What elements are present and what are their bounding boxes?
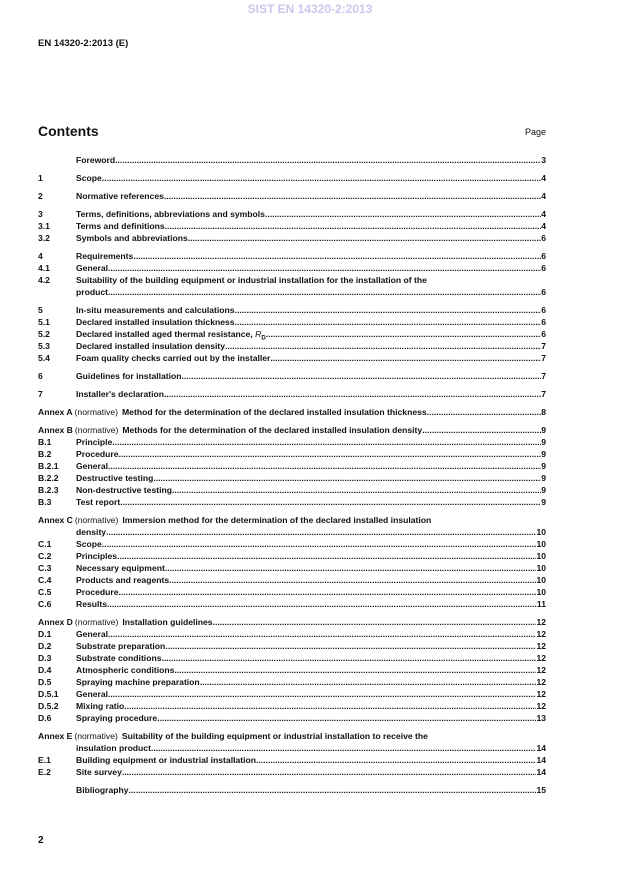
- dot-leader: [161, 652, 536, 664]
- entry-title: General: [76, 263, 109, 273]
- page-ref: 4: [541, 173, 546, 183]
- annex-type: (normative): [74, 425, 119, 435]
- page-ref: 12: [536, 665, 546, 675]
- entry-title: Declared installed insulation thickness: [76, 317, 235, 327]
- page-ref: 3: [541, 155, 546, 165]
- dot-leader: [188, 232, 541, 244]
- toc-entry-continuation[interactable]: [38, 286, 546, 298]
- dot-leader: [270, 352, 541, 364]
- section-number: D.1: [38, 629, 52, 639]
- section-number: 2: [38, 191, 43, 201]
- section-number: 5: [38, 305, 43, 315]
- page-ref: 7: [541, 353, 546, 363]
- annex-type: (normative): [74, 407, 119, 417]
- entry-title: Normative references: [76, 191, 164, 201]
- entry-title: Foreword: [76, 155, 116, 165]
- annex-label: Annex A: [38, 407, 73, 417]
- toc-entry[interactable]: [38, 712, 546, 724]
- section-number: B.2.1: [38, 461, 59, 471]
- toc-entry[interactable]: [38, 406, 546, 418]
- toc-entry-continuation[interactable]: [38, 526, 546, 538]
- section-number: 3.2: [38, 233, 50, 243]
- toc-entry[interactable]: [38, 370, 546, 382]
- entry-title: Test report: [76, 497, 121, 507]
- page-ref: 10: [536, 527, 546, 537]
- watermark: SIST EN 14320-2:2013: [247, 2, 373, 16]
- section-number: [38, 784, 76, 796]
- dot-leader: [120, 496, 541, 508]
- toc-entry[interactable]: [38, 640, 546, 652]
- toc-entry[interactable]: [38, 262, 546, 274]
- entry-title: Spraying procedure: [76, 713, 158, 723]
- section-number: B.2: [38, 449, 52, 459]
- entry-title: Suitability of the building equipment or industrial installation for the installation of the: [76, 275, 427, 285]
- toc-entry[interactable]: [38, 730, 546, 742]
- toc-entry[interactable]: [38, 208, 546, 220]
- section-number: D.5.2: [38, 701, 59, 711]
- toc-group: [38, 784, 546, 796]
- toc-entry[interactable]: [38, 436, 546, 448]
- symbol-subscript: D: [261, 335, 266, 342]
- annex-type: (normative): [74, 617, 119, 627]
- entry-title: Substrate conditions: [76, 653, 162, 663]
- entry-title: Substrate preparation: [76, 641, 166, 651]
- entry-title: Procedure: [76, 449, 119, 459]
- dot-leader: [108, 286, 541, 298]
- entry-title: Products and reagents: [76, 575, 170, 585]
- page-ref: 12: [536, 701, 546, 711]
- dot-leader: [165, 220, 542, 232]
- toc-entry[interactable]: [38, 574, 546, 586]
- toc-group: [38, 370, 546, 382]
- entry-title: Mixing ratio: [76, 701, 125, 711]
- section-number: 7: [38, 389, 43, 399]
- page-ref: 12: [536, 653, 546, 663]
- section-number: C.1: [38, 539, 52, 549]
- entry-title: Bibliography: [76, 785, 129, 795]
- dot-leader: [115, 154, 541, 166]
- section-number: 3.1: [38, 221, 50, 231]
- page-ref: 6: [541, 329, 546, 339]
- page-ref: 4: [541, 209, 546, 219]
- document-header: EN 14320-2:2013 (E): [38, 38, 129, 49]
- entry-title: Terms and definitions: [76, 221, 165, 231]
- page-ref: 15: [536, 785, 546, 795]
- dot-leader: [124, 700, 536, 712]
- page-ref: 4: [541, 221, 546, 231]
- table-of-contents: [38, 154, 546, 802]
- entry-title: Scope: [76, 173, 102, 183]
- symbol: R: [255, 329, 262, 339]
- toc-entry[interactable]: [38, 700, 546, 712]
- section-number: 4.2: [38, 275, 50, 285]
- toc-entry[interactable]: [38, 250, 546, 262]
- toc-entry[interactable]: [38, 232, 546, 244]
- dot-leader: [129, 784, 537, 796]
- dot-leader: [256, 754, 536, 766]
- entry-title-continuation: product: [76, 287, 108, 297]
- entry-title: Method for the determination of the declared installed insulation thickness: [122, 407, 427, 417]
- page-title: Contents: [38, 123, 99, 139]
- annex-label: Annex D: [38, 617, 73, 627]
- toc-entry[interactable]: [38, 664, 546, 676]
- toc-group: [38, 388, 546, 400]
- section-number: 3: [38, 209, 43, 219]
- toc-entry[interactable]: [38, 190, 546, 202]
- dot-leader: [108, 460, 541, 472]
- toc-entry[interactable]: [38, 154, 546, 166]
- dot-leader: [235, 316, 542, 328]
- page-ref: 7: [541, 389, 546, 399]
- toc-entry[interactable]: [38, 628, 546, 640]
- dot-leader: [119, 448, 542, 460]
- section-number: 4.1: [38, 263, 50, 273]
- page-ref: 12: [536, 617, 546, 627]
- page-ref: 6: [541, 305, 546, 315]
- entry-title: Suitability of the building equipment or industrial installation to receive the: [121, 731, 428, 741]
- toc-group: [38, 616, 546, 724]
- section-number: 5.1: [38, 317, 50, 327]
- section-number: 1: [38, 173, 43, 183]
- toc-entry[interactable]: [38, 274, 546, 286]
- toc-entry[interactable]: [38, 514, 546, 526]
- entry-title: Principle: [76, 437, 113, 447]
- entry-title: Methods for the determination of the declared installed insulation density: [122, 425, 423, 435]
- dot-leader: [157, 712, 536, 724]
- toc-entry[interactable]: [38, 616, 546, 628]
- annex-label: Annex C: [38, 515, 73, 525]
- toc-group: [38, 424, 546, 508]
- toc-entry[interactable]: [38, 172, 546, 184]
- toc-group: [38, 154, 546, 166]
- page-ref: 6: [541, 251, 546, 261]
- toc-entry[interactable]: [38, 340, 546, 352]
- entry-title: Foam quality checks carried out by the installer: [76, 353, 271, 363]
- toc-group: [38, 514, 546, 610]
- page-ref: 8: [541, 407, 546, 417]
- entry-title: Scope: [76, 539, 102, 549]
- dot-leader: [151, 742, 536, 754]
- dot-leader: [108, 628, 536, 640]
- page-ref: 10: [536, 575, 546, 585]
- entry-title: Installer's declaration: [76, 389, 165, 399]
- page-ref: 6: [541, 287, 546, 297]
- entry-title: Guidelines for installation: [76, 371, 182, 381]
- entry-title: Non-destructive testing: [76, 485, 172, 495]
- toc-entry[interactable]: [38, 496, 546, 508]
- section-number: C.5: [38, 587, 52, 597]
- annex-type: (normative): [74, 515, 119, 525]
- dot-leader: [165, 640, 536, 652]
- entry-title: Immersion method for the determination of the declared installed insulation: [122, 515, 432, 525]
- dot-leader: [165, 562, 537, 574]
- page-ref: 6: [541, 233, 546, 243]
- toc-group: [38, 208, 546, 244]
- section-number: D.6: [38, 713, 52, 723]
- dot-leader: [422, 424, 541, 436]
- page-ref: 9: [541, 461, 546, 471]
- section-number: 4: [38, 251, 43, 261]
- page-ref: 14: [536, 767, 546, 777]
- entry-title: Terms, definitions, abbreviations and symbols: [76, 209, 265, 219]
- section-number: C.3: [38, 563, 52, 573]
- entry-title: Site survey: [76, 767, 122, 777]
- toc-entry[interactable]: [38, 460, 546, 472]
- toc-entry[interactable]: [38, 424, 546, 436]
- entry-title: In-situ measurements and calculations: [76, 305, 235, 315]
- dot-leader: [213, 616, 537, 628]
- entry-title: Results: [76, 599, 108, 609]
- dot-leader: [235, 304, 542, 316]
- dot-leader: [182, 370, 542, 382]
- dot-leader: [164, 388, 541, 400]
- section-number: [38, 154, 76, 166]
- dot-leader: [119, 586, 537, 598]
- toc-entry[interactable]: [38, 562, 546, 574]
- page-ref: 13: [536, 713, 546, 723]
- entry-title: Atmospheric conditions: [76, 665, 175, 675]
- section-number: D.5: [38, 677, 52, 687]
- page-number: 2: [38, 835, 44, 846]
- page-ref: 12: [536, 641, 546, 651]
- page-ref: 9: [541, 473, 546, 483]
- spacer: [427, 274, 546, 286]
- dot-leader: [266, 328, 542, 340]
- section-number: D.4: [38, 665, 52, 675]
- entry-title: Declared installed aged thermal resistance, $R_D$: [76, 329, 266, 342]
- toc-group: [38, 304, 546, 364]
- toc-entry[interactable]: [38, 754, 546, 766]
- toc-group: [38, 250, 546, 298]
- page-ref: 7: [541, 371, 546, 381]
- section-number: C.6: [38, 599, 52, 609]
- page-ref: 14: [536, 755, 546, 765]
- entry-title: Procedure: [76, 587, 119, 597]
- page-ref: 10: [536, 563, 546, 573]
- annex-label: Annex B: [38, 425, 73, 435]
- dot-leader: [108, 262, 541, 274]
- page-ref: 12: [536, 677, 546, 687]
- section-number: B.2.2: [38, 473, 59, 483]
- toc-group: [38, 190, 546, 202]
- section-number: 5.3: [38, 341, 50, 351]
- dot-leader: [106, 526, 536, 538]
- toc-group: [38, 730, 546, 778]
- entry-title: Requirements: [76, 251, 134, 261]
- toc-entry[interactable]: [38, 586, 546, 598]
- page-ref: 4: [541, 191, 546, 201]
- entry-title: General: [76, 461, 109, 471]
- section-number: D.2: [38, 641, 52, 651]
- entry-title: Symbols and abbreviations: [76, 233, 188, 243]
- entry-title: General: [76, 629, 109, 639]
- page-ref: 10: [536, 539, 546, 549]
- toc-entry[interactable]: [38, 472, 546, 484]
- annex-type: (normative): [74, 731, 118, 741]
- spacer: [431, 514, 546, 526]
- dot-leader: [174, 664, 536, 676]
- entry-title-continuation: density: [76, 527, 107, 537]
- toc-entry[interactable]: [38, 676, 546, 688]
- toc-entry[interactable]: [38, 316, 546, 328]
- dot-leader: [164, 190, 541, 202]
- page-ref: 10: [536, 587, 546, 597]
- section-number: B.3: [38, 497, 52, 507]
- entry-title: Spraying machine preparation: [76, 677, 200, 687]
- page-ref: 6: [541, 317, 546, 327]
- page-ref: 11: [536, 599, 546, 609]
- page-ref: 9: [541, 485, 546, 495]
- entry-title: Necessary equipment: [76, 563, 165, 573]
- section-number: C.2: [38, 551, 52, 561]
- entry-title: Destructive testing: [76, 473, 154, 483]
- section-number: C.4: [38, 575, 52, 585]
- dot-leader: [133, 250, 541, 262]
- dot-leader: [122, 766, 537, 778]
- section-number: E.2: [38, 767, 51, 777]
- toc-entry[interactable]: [38, 484, 546, 496]
- entry-title: General: [76, 689, 109, 699]
- toc-entry[interactable]: [38, 328, 546, 340]
- toc-entry[interactable]: [38, 550, 546, 562]
- dot-leader: [102, 538, 537, 550]
- dot-leader: [112, 436, 541, 448]
- section-number: D.5.1: [38, 689, 59, 699]
- dot-leader: [117, 550, 536, 562]
- toc-group: [38, 172, 546, 184]
- page-column-label: Page: [524, 127, 546, 137]
- toc-entry[interactable]: [38, 448, 546, 460]
- section-number: 6: [38, 371, 43, 381]
- page-ref: 9: [541, 497, 546, 507]
- section-number: B.2.3: [38, 485, 59, 495]
- entry-title: Building equipment or industrial installation: [76, 755, 256, 765]
- entry-title: Principles: [76, 551, 118, 561]
- entry-title: Installation guidelines: [122, 617, 213, 627]
- dot-leader: [102, 172, 541, 184]
- spacer: [428, 730, 546, 742]
- dot-leader: [107, 598, 537, 610]
- page-ref: 7: [541, 341, 546, 351]
- dot-leader: [172, 484, 541, 496]
- section-number: D.3: [38, 653, 52, 663]
- toc-entry[interactable]: [38, 304, 546, 316]
- page-ref: 6: [541, 263, 546, 273]
- section-number: E.1: [38, 755, 51, 765]
- toc-entry[interactable]: [38, 766, 546, 778]
- section-number: 5.2: [38, 329, 50, 339]
- toc-entry[interactable]: [38, 538, 546, 550]
- dot-leader: [200, 676, 537, 688]
- annex-label: Annex E: [38, 731, 73, 741]
- toc-group: [38, 406, 546, 418]
- dot-leader: [169, 574, 536, 586]
- toc-entry[interactable]: [38, 352, 546, 364]
- dot-leader: [153, 472, 541, 484]
- page-ref: 12: [536, 689, 546, 699]
- page-ref: 9: [541, 425, 546, 435]
- page-ref: 9: [541, 449, 546, 459]
- dot-leader: [225, 340, 541, 352]
- toc-entry[interactable]: [38, 652, 546, 664]
- toc-entry[interactable]: [38, 388, 546, 400]
- entry-title: Declared installed insulation density: [76, 341, 225, 351]
- page-ref: 14: [536, 743, 546, 753]
- section-number: 5.4: [38, 353, 50, 363]
- dot-leader: [108, 688, 536, 700]
- page-ref: 10: [536, 551, 546, 561]
- toc-entry[interactable]: [38, 598, 546, 610]
- dot-leader: [265, 208, 541, 220]
- toc-entry[interactable]: [38, 688, 546, 700]
- page-ref: 12: [536, 629, 546, 639]
- page-ref: 9: [541, 437, 546, 447]
- section-number: B.1: [38, 437, 52, 447]
- toc-entry-continuation[interactable]: [38, 742, 546, 754]
- dot-leader: [427, 406, 542, 418]
- toc-entry[interactable]: [38, 784, 546, 796]
- toc-entry[interactable]: [38, 220, 546, 232]
- entry-title-continuation: insulation product: [76, 743, 151, 753]
